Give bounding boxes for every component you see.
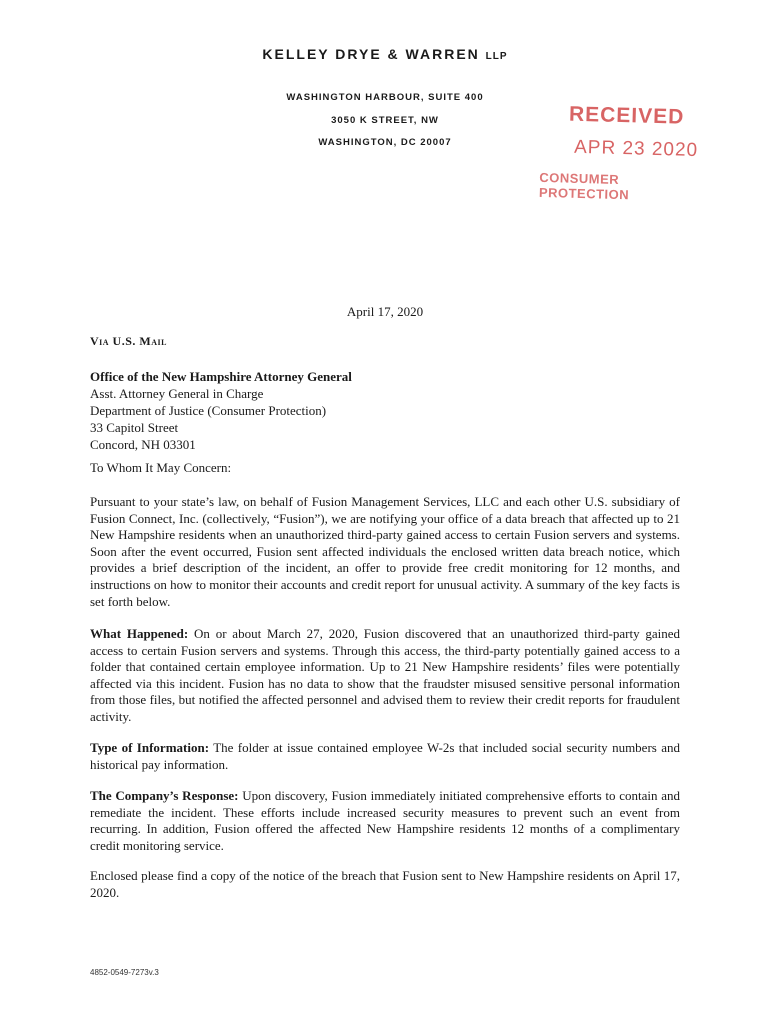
recipient-address bbox=[90, 368, 352, 453]
letter-date: April 17, 2020 bbox=[346, 304, 424, 319]
firm-name: KELLEY DRYE & WARREN bbox=[262, 46, 480, 62]
recipient-office: Office of the New Hampshire Attorney General bbox=[90, 369, 352, 384]
type-text: The folder at issue contained employee W-2s that included social security numbers and historical pay information. bbox=[90, 740, 680, 772]
delivery-method: Via U.S. Mail bbox=[90, 334, 167, 348]
response-text: Upon discovery, Fusion immediately initiated comprehensive efforts to contain and remediate the incident. These efforts include increased security measures to prevent such an event from recurring. In addition, Fusion offered the affected New Hampshire residents 12 months of a complimentary credit monitoring service. bbox=[90, 788, 680, 853]
document-id: 4852-0549-7273v.3 bbox=[90, 968, 159, 977]
type-of-information-paragraph bbox=[90, 740, 680, 773]
recipient-line3: 33 Capitol Street bbox=[90, 420, 179, 435]
firm-suffix: LLP bbox=[485, 51, 508, 62]
response-label: The Company’s Response: bbox=[90, 788, 239, 803]
salutation: To Whom It May Concern: bbox=[90, 460, 232, 475]
company-response-paragraph bbox=[90, 788, 680, 854]
stamp-date: APR 23 2020 bbox=[573, 136, 699, 162]
type-label: Type of Information: bbox=[90, 740, 210, 755]
received-stamp bbox=[539, 102, 702, 204]
recipient-line2: Department of Justice (Consumer Protection) bbox=[90, 403, 327, 418]
recipient-line4: Concord, NH 03301 bbox=[90, 437, 196, 452]
letterhead-address-line1: WASHINGTON HARBOUR, SUITE 400 bbox=[286, 92, 484, 103]
what-happened-label: What Happened: bbox=[90, 626, 189, 641]
letterhead-address-line3: WASHINGTON, DC 20007 bbox=[318, 137, 452, 148]
stamp-department: CONSUMER PROTECTION bbox=[538, 169, 630, 203]
letterhead-address-line2: 3050 K STREET, NW bbox=[331, 115, 439, 126]
letterhead-firm-name bbox=[0, 46, 770, 62]
intro-paragraph: Pursuant to your state’s law, on behalf of Fusion Management Services, LLC and each other U.S. subsidiary of Fusion Connect, Inc. (collectively, “Fusion”), we are notifying your office of a data breach that affected up to 21 New Hampshire residents when an unauthorized third-party gained access to certain Fusion servers and systems. Soon after the event occurred, Fusion sent affected individuals the enclosed written data breach notice, which provides a brief description of the incident, an offer to provide free credit monitoring for 12 months, and instructions on how to monitor their accounts and credit report for unusual activity. A summary of the key facts is set forth below. bbox=[90, 494, 680, 609]
what-happened-paragraph bbox=[90, 626, 680, 726]
what-happened-text: On or about March 27, 2020, Fusion discovered that an unauthorized third-party gained access to certain Fusion servers and systems. Through this access, the third-party potentially gained access to a folder that contained certain employee information. Up to 21 New Hampshire residents’ files were potentially affected via this incident. Fusion has no data to show that the fraudster misused sensitive personal information from those files, but notified the affected personnel and advised them to review their credit reports for fraudulent activity. bbox=[90, 626, 681, 724]
recipient-line1: Asst. Attorney General in Charge bbox=[90, 386, 264, 401]
enclosed-paragraph: Enclosed please find a copy of the notice of the breach that Fusion sent to New Hampshire residents on April 17, 2020. bbox=[90, 868, 680, 900]
stamp-received: RECEIVED bbox=[568, 102, 685, 129]
